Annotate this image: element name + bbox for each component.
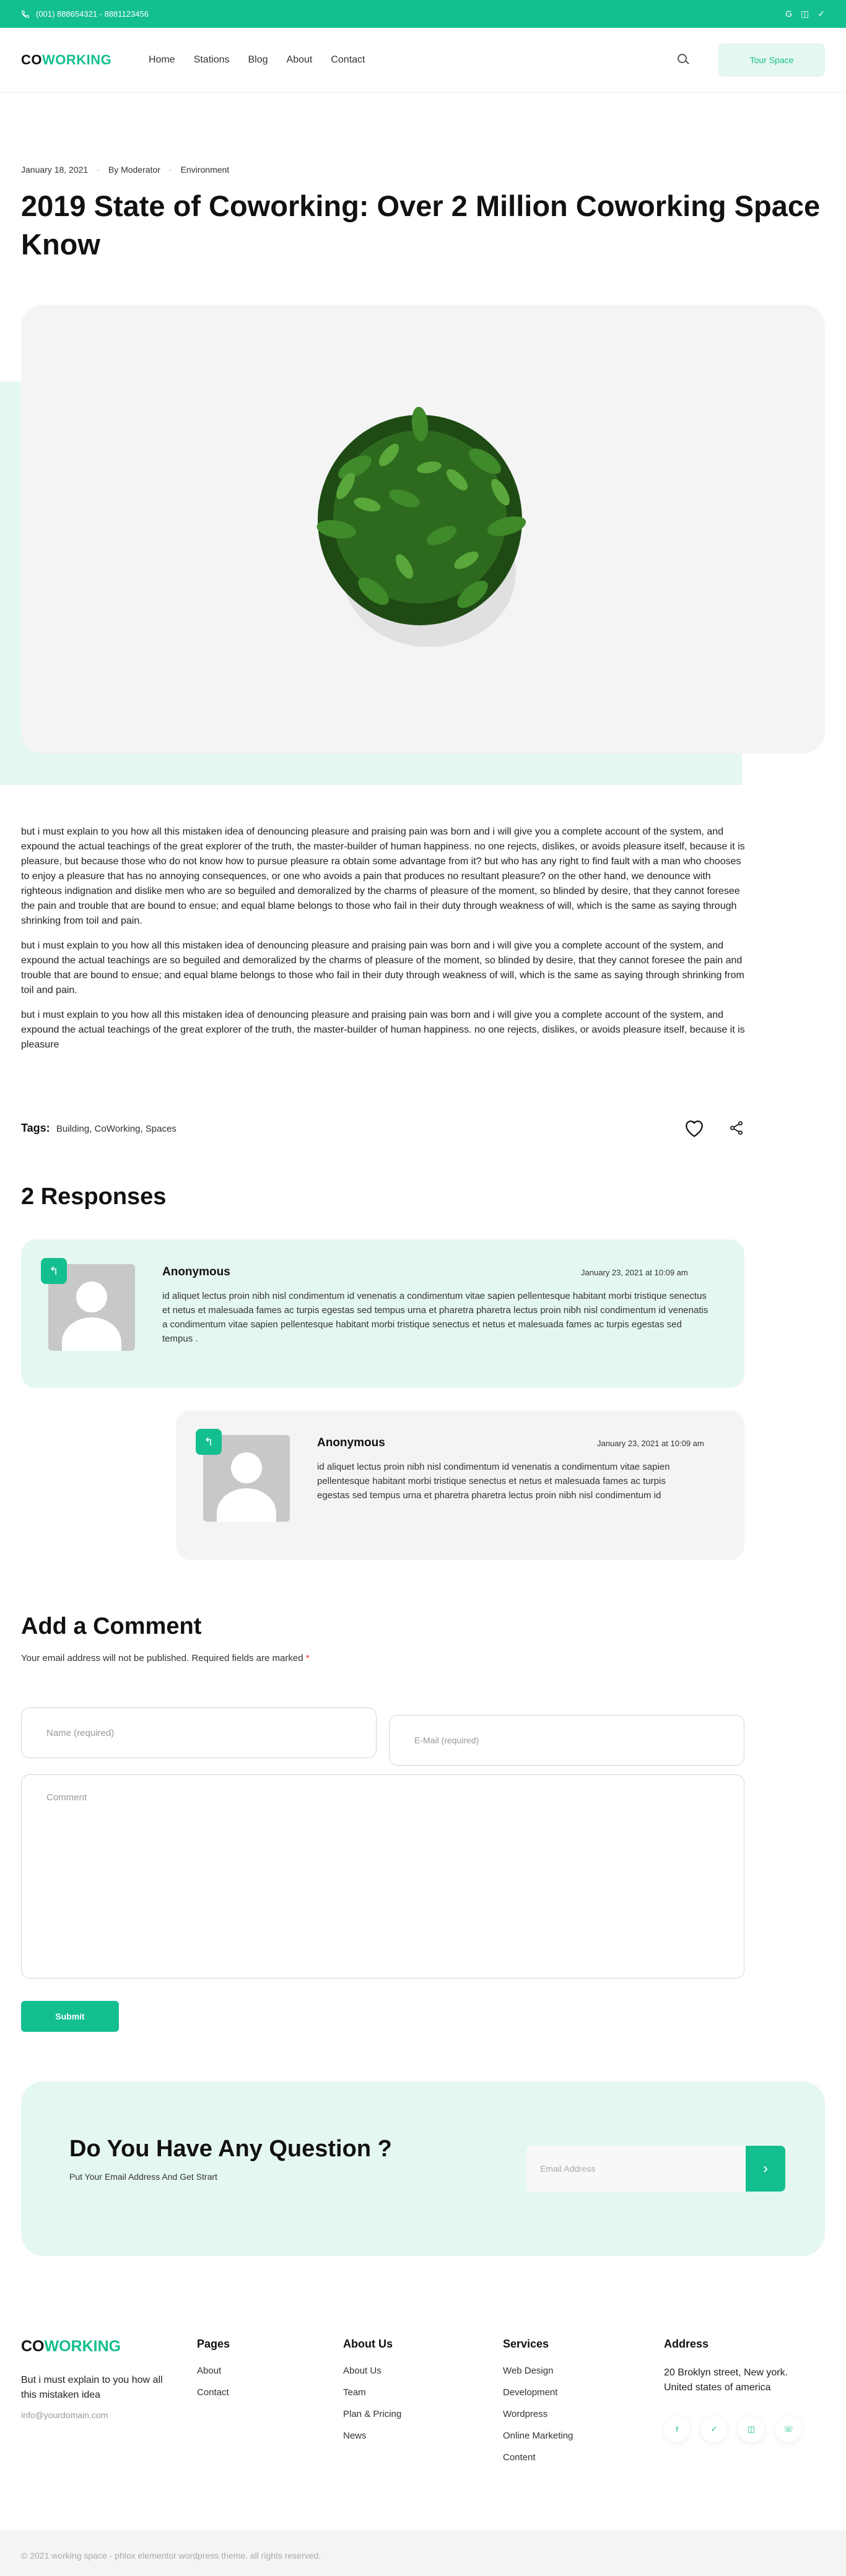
- comment-date: January 23, 2021 at 10:09 am: [597, 1439, 704, 1448]
- twitter-icon[interactable]: ✓: [818, 9, 825, 19]
- tour-space-button[interactable]: Tour Space: [718, 43, 825, 77]
- hero-image: [21, 305, 825, 753]
- newsletter-submit-button[interactable]: [746, 2146, 785, 2192]
- instagram-icon[interactable]: ◫: [738, 2416, 764, 2442]
- comment-text: id aliquet lectus proin nibh nisl condimentum id venenatis a condimentum vitae sapien pellentesque habitant morbi tristique senectus et netus et malesuada fames ac turpis egestas sed tempus urna et pharetra pharetra lectus proin nibh nisl condimentum id: [317, 1462, 670, 1501]
- post-actions: [684, 1118, 744, 1138]
- nav-about[interactable]: About: [286, 54, 313, 65]
- footer-link[interactable]: About Us: [343, 2366, 382, 2376]
- comment-author: Anonymous: [162, 1265, 230, 1278]
- post-date: January 18, 2021: [21, 165, 89, 175]
- name-field[interactable]: [21, 1707, 377, 1758]
- footer-link[interactable]: Web Design: [503, 2366, 554, 2376]
- comment-field[interactable]: [21, 1774, 744, 1979]
- logo-co: CO: [21, 2338, 45, 2355]
- required-mark: *: [305, 1653, 310, 1663]
- comment-date: January 23, 2021 at 10:09 am: [581, 1268, 688, 1277]
- email-field[interactable]: [389, 1715, 744, 1766]
- footer-services-title: Services: [503, 2338, 549, 2350]
- footer-link[interactable]: About: [197, 2366, 222, 2376]
- meta-separator: ·: [168, 165, 172, 175]
- post-category[interactable]: Environment: [180, 165, 230, 175]
- add-comment-title: Add a Comment: [21, 1613, 202, 1639]
- site-logo[interactable]: [21, 52, 149, 68]
- footer-logo[interactable]: [21, 2338, 194, 2356]
- required-note: [21, 1653, 310, 1663]
- footer-link[interactable]: Plan & Pricing: [343, 2409, 402, 2419]
- footer-brand: [21, 2338, 194, 2461]
- footer-link[interactable]: Team: [343, 2387, 366, 2398]
- footer-socials: [664, 2416, 813, 2442]
- meta-separator: ·: [97, 165, 100, 175]
- reply-icon[interactable]: ↰: [41, 1258, 67, 1284]
- footer-link[interactable]: Content: [503, 2452, 536, 2463]
- phone-icon: [21, 10, 30, 19]
- phone-number: (001) 888654321 - 8881123456: [36, 9, 149, 19]
- submit-button[interactable]: Submit: [21, 2001, 119, 2032]
- footer-link[interactable]: Contact: [197, 2387, 229, 2398]
- post-author[interactable]: By Moderator: [108, 165, 160, 175]
- post-body: [21, 825, 752, 1062]
- tags-list[interactable]: Building, CoWorking, Spaces: [56, 1124, 177, 1134]
- nav-contact[interactable]: Contact: [331, 54, 365, 65]
- footer-link[interactable]: Online Marketing: [503, 2431, 573, 2441]
- footer-pages: [197, 2338, 230, 2409]
- comment-card: [176, 1410, 744, 1560]
- footer-services: [503, 2338, 573, 2474]
- nav-stations[interactable]: Stations: [193, 54, 230, 65]
- twitter-icon[interactable]: ✓: [701, 2416, 727, 2442]
- phone-info: [21, 9, 149, 19]
- post-paragraph: but i must explain to you how all this mistaken idea of denouncing pleasure and praising pain was born and i will give you a complete account of the system, and expound the actual teachings of the great explorer of the truth, the master-builder of human happiness. no one rejects, dislikes, or avoids pleasure itself, because it is pleasure, but because those who do not know how to pursue pleasure ra obtain some advantage from it? but who has any right to find fault with a man who chooses to enjoy a pleasure that has no annoying consequences, or one who avoids a pain that produces no resultant pleasure? on the other hand, we denounce with righteous indignation and dislike men who are so beguiled and demoralized by the charms of pleasure of the moment, so blinded by desire, that they cannot foresee the pain and trouble that are bound to ensue; and equal blame belongs to those who fail in their duty through weakness of will, which is the same as saying through shrinking from toil and pain.: [21, 826, 745, 926]
- post-title: 2019 State of Coworking: Over 2 Million Coworking Space Know: [21, 189, 821, 261]
- footer-description: But i must explain to you how all this mistaken idea: [21, 2375, 163, 2400]
- footer-about: [343, 2338, 401, 2452]
- logo-co: CO: [21, 52, 42, 67]
- copyright: © 2021 working space - phlox elementor wordpress theme. all rights reserved.: [0, 2530, 846, 2576]
- responses-title: 2 Responses: [21, 1184, 167, 1210]
- main-nav: [0, 28, 846, 92]
- plant-illustration: [281, 387, 565, 672]
- newsletter-subtitle: Put Your Email Address And Get Strart: [69, 2172, 217, 2182]
- newsletter-title: Do You Have Any Question ?: [69, 2136, 392, 2162]
- chevron-right-icon: ›: [763, 2160, 768, 2177]
- nav-menu: [149, 54, 676, 66]
- post-meta: [21, 165, 229, 175]
- instagram-icon[interactable]: ◫: [801, 9, 809, 19]
- footer-address-title: Address: [664, 2338, 709, 2350]
- nav-blog[interactable]: Blog: [248, 54, 268, 65]
- top-bar: [0, 0, 846, 28]
- footer-link[interactable]: News: [343, 2431, 367, 2441]
- reply-icon[interactable]: ↰: [196, 1429, 222, 1455]
- footer-address: [664, 2338, 813, 2442]
- footer-link[interactable]: Wordpress: [503, 2409, 548, 2419]
- footer-link[interactable]: Development: [503, 2387, 558, 2398]
- google-icon[interactable]: G: [785, 9, 793, 19]
- post-paragraph: but i must explain to you how all this mistaken idea of denouncing pleasure and praising pain was born and i will give you a complete account of the system, and expound the actual teachings of the great explorer of the truth, the master-builder of human happiness. no one rejects, dislikes, or avoids pleasure itself, because it is pleasure: [21, 1010, 745, 1050]
- required-note-text: Your email address will not be published. Required fields are marked: [21, 1653, 303, 1663]
- share-icon[interactable]: [728, 1119, 744, 1137]
- heart-icon[interactable]: [684, 1118, 705, 1138]
- topbar-socials: [785, 9, 825, 19]
- comment-author: Anonymous: [317, 1436, 385, 1449]
- footer-pages-title: Pages: [197, 2338, 230, 2350]
- newsletter-section: [21, 2081, 825, 2256]
- logo-working: WORKING: [44, 2338, 121, 2355]
- post-paragraph: but i must explain to you how all this mistaken idea of denouncing pleasure and praising pain was born and i will give you a complete account of the system, and expound the actual teachings are so beguiled and demoralized by the charms of pleasure of the moment, so blinded by desire, that they cannot foresee the pain and trouble that are bound to ensue; and equal blame belongs to those who fail in their duty through weakness of will, which is the same as saying through shrinking from toil and pain.: [21, 940, 744, 995]
- newsletter-email-input[interactable]: [526, 2146, 746, 2192]
- tags-label: Tags:: [21, 1122, 50, 1134]
- comment-text: id aliquet lectus proin nibh nisl condimentum id venenatis a condimentum vitae sapien pellentesque habitant morbi tristique senectus et netus et malesuada fames ac turpis egestas sed tempus urna et pharetra pharetra lectus proin nibh nisl condimentum id venenatis a condimentum vitae sapien pellentesque habitant morbi tristique senectus et netus et malesuada fames ac turpis egestas sed tempus .: [162, 1291, 709, 1344]
- comment-card: [21, 1239, 744, 1388]
- nav-home[interactable]: Home: [149, 54, 175, 65]
- footer-email[interactable]: info@yourdomain.com: [21, 2410, 108, 2420]
- search-icon[interactable]: [676, 53, 691, 67]
- facebook-icon[interactable]: f: [664, 2416, 690, 2442]
- footer-about-title: About Us: [343, 2338, 393, 2350]
- footer: [21, 2338, 825, 2499]
- post-tags: [21, 1122, 177, 1135]
- whatsapp-icon[interactable]: ☏: [775, 2416, 801, 2442]
- logo-working: WORKING: [42, 52, 112, 67]
- footer-address-text: 20 Broklyn street, New york. United states of america: [664, 2367, 788, 2393]
